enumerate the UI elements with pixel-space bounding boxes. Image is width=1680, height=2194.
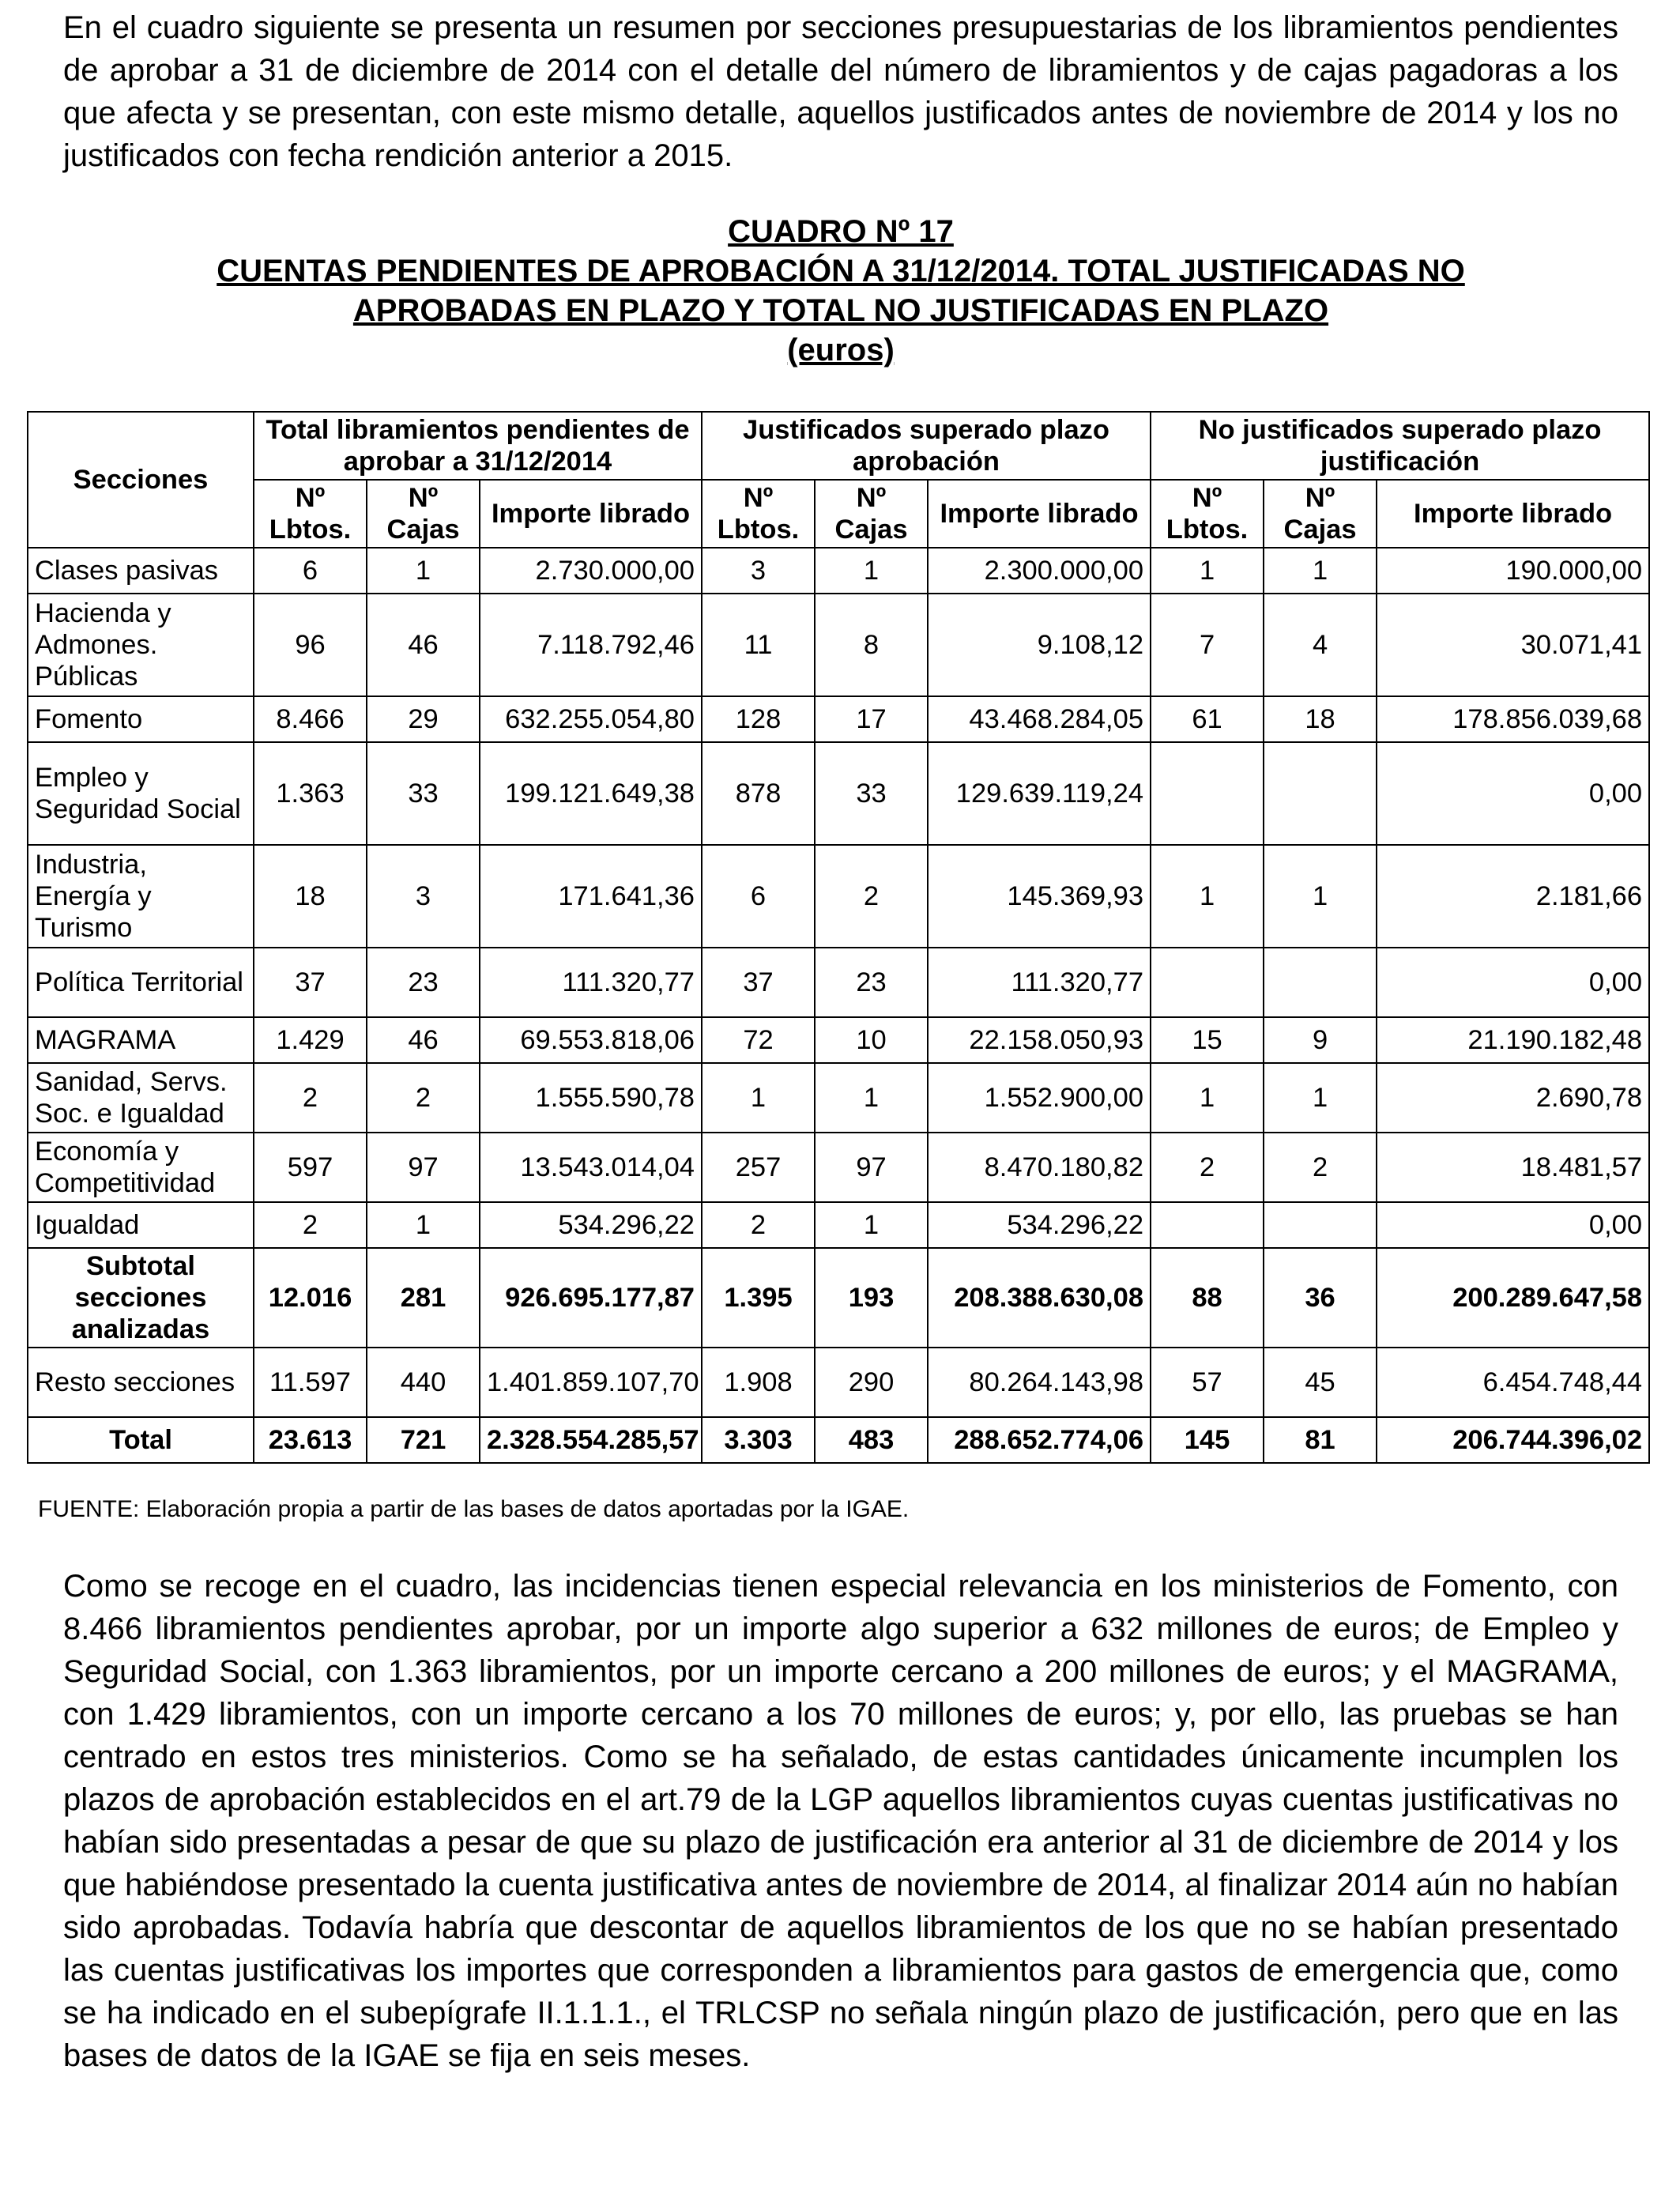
cell-n-cajas: 81 (1264, 1417, 1377, 1463)
cell-importe: 1.552.900,00 (928, 1063, 1151, 1133)
header-n-lbtos: Nº Lbtos. (702, 480, 815, 548)
cell-importe: 111.320,77 (928, 948, 1151, 1017)
cell-n-cajas: 2 (1264, 1133, 1377, 1202)
resto-row (28, 1348, 1649, 1417)
cell-n-cajas: 1 (367, 1202, 480, 1248)
cell-n-cajas: 281 (367, 1248, 480, 1348)
cell-importe: 9.108,12 (928, 594, 1151, 696)
header-group-total: Total libramientos pendientes de aprobar a 31/12/2014 (254, 412, 702, 480)
cell-n-lbtos: 72 (702, 1017, 815, 1063)
cell-n-cajas: 1 (815, 1202, 928, 1248)
cell-importe: 129.639.119,24 (928, 742, 1151, 845)
cell-n-lbtos: 11 (702, 594, 815, 696)
table-row (28, 948, 1649, 1017)
intro-paragraph: En el cuadro siguiente se presenta un resumen por secciones presupuestarias de los libramientos pendientes de aprobar a 31 de diciembre de 2014 con el detalle del número de libramientos y de cajas pagadoras a los que afecta y se presentan, con este mismo detalle, aquellos justificados antes de noviembre de 2014 y los no justificados con fecha rendición anterior a 2015. (63, 10, 1618, 173)
header-n-cajas: Nº Cajas (367, 480, 480, 548)
cell-n-cajas: 36 (1264, 1248, 1377, 1348)
cell-n-lbtos: 3 (702, 548, 815, 594)
cell-n-cajas: 1 (1264, 845, 1377, 948)
cell-importe: 926.695.177,87 (480, 1248, 702, 1348)
cell-n-lbtos (1151, 742, 1264, 845)
header-importe: Importe librado (1377, 480, 1649, 548)
cell-importe: 632.255.054,80 (480, 696, 702, 742)
row-seccion: Política Territorial (28, 948, 254, 1017)
table-row (28, 1202, 1649, 1248)
header-n-lbtos: Nº Lbtos. (254, 480, 367, 548)
row-seccion: Fomento (28, 696, 254, 742)
table-row (28, 1133, 1649, 1202)
cell-importe: 178.856.039,68 (1377, 696, 1649, 742)
cell-importe: 30.071,41 (1377, 594, 1649, 696)
subtotal-label: Subtotal secciones analizadas (28, 1248, 254, 1348)
cell-n-lbtos: 7 (1151, 594, 1264, 696)
cell-n-cajas: 29 (367, 696, 480, 742)
cell-importe: 1.401.859.107,70 (480, 1348, 702, 1417)
cell-importe: 2.181,66 (1377, 845, 1649, 948)
row-seccion: Empleo y Seguridad Social (28, 742, 254, 845)
cell-importe: 1.555.590,78 (480, 1063, 702, 1133)
cell-n-cajas: 46 (367, 1017, 480, 1063)
row-seccion: Industria, Energía y Turismo (28, 845, 254, 948)
cell-n-lbtos: 61 (1151, 696, 1264, 742)
cell-n-lbtos: 3.303 (702, 1417, 815, 1463)
cell-importe: 21.190.182,48 (1377, 1017, 1649, 1063)
cell-n-lbtos: 23.613 (254, 1417, 367, 1463)
cell-n-cajas: 23 (815, 948, 928, 1017)
cell-n-cajas: 1 (1264, 1063, 1377, 1133)
cell-n-lbtos: 1 (702, 1063, 815, 1133)
cell-n-cajas: 193 (815, 1248, 928, 1348)
table-row (28, 1017, 1649, 1063)
cell-importe: 200.289.647,58 (1377, 1248, 1649, 1348)
cell-n-cajas: 290 (815, 1348, 928, 1417)
cell-importe: 208.388.630,08 (928, 1248, 1151, 1348)
cell-n-lbtos: 96 (254, 594, 367, 696)
heading-line-2: CUENTAS PENDIENTES DE APROBACIÓN A 31/12/2014. TOTAL JUSTIFICADAS NO (217, 254, 1465, 288)
cell-importe: 6.454.748,44 (1377, 1348, 1649, 1417)
cell-n-lbtos: 2 (254, 1202, 367, 1248)
row-seccion: Igualdad (28, 1202, 254, 1248)
cell-n-lbtos: 88 (1151, 1248, 1264, 1348)
cell-importe: 2.730.000,00 (480, 548, 702, 594)
cell-n-lbtos: 18 (254, 845, 367, 948)
cell-n-cajas: 97 (367, 1133, 480, 1202)
cell-importe: 8.470.180,82 (928, 1133, 1151, 1202)
cell-n-lbtos: 1 (1151, 548, 1264, 594)
cell-n-cajas: 9 (1264, 1017, 1377, 1063)
cell-n-cajas (1264, 742, 1377, 845)
cell-importe: 7.118.792,46 (480, 594, 702, 696)
cell-importe: 206.744.396,02 (1377, 1417, 1649, 1463)
cell-n-lbtos: 878 (702, 742, 815, 845)
cell-n-lbtos: 145 (1151, 1417, 1264, 1463)
cell-n-cajas: 1 (1264, 548, 1377, 594)
cell-importe: 111.320,77 (480, 948, 702, 1017)
row-seccion: Economía y Competitividad (28, 1133, 254, 1202)
cell-n-lbtos: 597 (254, 1133, 367, 1202)
cell-n-cajas: 33 (815, 742, 928, 845)
cell-n-cajas: 18 (1264, 696, 1377, 742)
cell-n-cajas: 1 (815, 548, 928, 594)
cell-n-lbtos: 128 (702, 696, 815, 742)
cell-n-lbtos: 11.597 (254, 1348, 367, 1417)
cell-importe: 0,00 (1377, 1202, 1649, 1248)
cell-n-cajas (1264, 1202, 1377, 1248)
cell-n-lbtos: 12.016 (254, 1248, 367, 1348)
cell-n-cajas: 8 (815, 594, 928, 696)
cell-n-cajas: 46 (367, 594, 480, 696)
cell-importe: 2.690,78 (1377, 1063, 1649, 1133)
row-seccion: Clases pasivas (28, 548, 254, 594)
table-row (28, 1063, 1649, 1133)
cell-n-cajas: 17 (815, 696, 928, 742)
cell-n-cajas: 10 (815, 1017, 928, 1063)
cell-n-cajas: 45 (1264, 1348, 1377, 1417)
cell-importe: 199.121.649,38 (480, 742, 702, 845)
row-seccion: Resto secciones (28, 1348, 254, 1417)
table-row (28, 548, 1649, 594)
cell-importe: 171.641,36 (480, 845, 702, 948)
cell-importe: 69.553.818,06 (480, 1017, 702, 1063)
cell-n-lbtos: 1.908 (702, 1348, 815, 1417)
cell-importe: 13.543.014,04 (480, 1133, 702, 1202)
cell-n-lbtos: 1 (1151, 845, 1264, 948)
subtotal-row (28, 1248, 1649, 1348)
heading-line-4: (euros) (787, 333, 895, 368)
cell-n-lbtos (1151, 1202, 1264, 1248)
cell-importe: 534.296,22 (480, 1202, 702, 1248)
cell-importe: 18.481,57 (1377, 1133, 1649, 1202)
header-n-lbtos: Nº Lbtos. (1151, 480, 1264, 548)
table-row (28, 845, 1649, 948)
table-heading (63, 212, 1618, 370)
cell-n-cajas: 2 (367, 1063, 480, 1133)
table-row (28, 696, 1649, 742)
cell-importe: 80.264.143,98 (928, 1348, 1151, 1417)
cell-n-lbtos: 1.363 (254, 742, 367, 845)
cell-n-lbtos: 6 (702, 845, 815, 948)
cell-n-cajas: 2 (815, 845, 928, 948)
cell-n-lbtos: 1 (1151, 1063, 1264, 1133)
cell-n-lbtos: 1.395 (702, 1248, 815, 1348)
row-seccion: MAGRAMA (28, 1017, 254, 1063)
cell-n-lbtos: 37 (702, 948, 815, 1017)
cell-importe: 2.328.554.285,57 (480, 1417, 702, 1463)
cell-importe: 145.369,93 (928, 845, 1151, 948)
cell-n-cajas: 440 (367, 1348, 480, 1417)
cell-n-lbtos (1151, 948, 1264, 1017)
cell-n-lbtos: 6 (254, 548, 367, 594)
cell-n-cajas (1264, 948, 1377, 1017)
cell-n-lbtos: 57 (1151, 1348, 1264, 1417)
cell-n-cajas: 33 (367, 742, 480, 845)
header-n-cajas: Nº Cajas (1264, 480, 1377, 548)
header-group-justificados: Justificados superado plazo aprobación (702, 412, 1151, 480)
cell-n-lbtos: 2 (702, 1202, 815, 1248)
cell-n-lbtos: 37 (254, 948, 367, 1017)
row-seccion: Hacienda y Admones. Públicas (28, 594, 254, 696)
cell-n-lbtos: 2 (1151, 1133, 1264, 1202)
heading-line-1: CUADRO Nº 17 (728, 214, 954, 249)
cell-n-cajas: 97 (815, 1133, 928, 1202)
cell-n-cajas: 483 (815, 1417, 928, 1463)
header-n-cajas: Nº Cajas (815, 480, 928, 548)
source-note: FUENTE: Elaboración propia a partir de las bases de datos aportadas por la IGAE. (38, 1496, 910, 1522)
cell-n-lbtos: 15 (1151, 1017, 1264, 1063)
cell-n-lbtos: 8.466 (254, 696, 367, 742)
cell-n-cajas: 1 (367, 548, 480, 594)
cell-importe: 0,00 (1377, 948, 1649, 1017)
cell-n-cajas: 1 (815, 1063, 928, 1133)
cell-importe: 288.652.774,06 (928, 1417, 1151, 1463)
row-seccion: Sanidad, Servs. Soc. e Igualdad (28, 1063, 254, 1133)
total-row (28, 1417, 1649, 1463)
cell-n-cajas: 721 (367, 1417, 480, 1463)
cell-importe: 2.300.000,00 (928, 548, 1151, 594)
cell-n-lbtos: 2 (254, 1063, 367, 1133)
table-row (28, 594, 1649, 696)
cuentas-pendientes-table (27, 411, 1650, 1464)
cell-importe: 43.468.284,05 (928, 696, 1151, 742)
body-paragraph: Como se recoge en el cuadro, las incidencias tienen especial relevancia en los ministerios de Fomento, con 8.466 libramientos pendientes aprobar, por un importe algo superior a 632 millones de euros; de Empleo y Seguridad Social, con 1.363 libramientos, por un importe cercano a 200 millones de euros; y el MAGRAMA, con 1.429 libramientos, con un importe cercano a los 70 millones de euros; y, por ello, las pruebas se han centrado en estos tres ministerios. Como se ha señalado, de estas cantidades únicamente incumplen los plazos de aprobación establecidos en el art.79 de la LGP aquellos libramientos cuyas cuentas justificativas no habían sido presentadas a pesar de que su plazo de justificación era anterior al 31 de diciembre de 2014 y los que habiéndose presentado la cuenta justificativa antes de noviembre de 2014, al finalizar 2014 aún no habían sido aprobadas. Todavía habría que descontar de aquellos libramientos de los que no se habían presentado las cuentas justificativas los importes que corresponden a libramientos para gastos de emergencia que, como se ha indicado en el subepígrafe II.1.1.1., el TRLCSP no señala ningún plazo de justificación, pero que en las bases de datos de la IGAE se fija en seis meses. (63, 1569, 1618, 2073)
cell-importe: 190.000,00 (1377, 548, 1649, 594)
cell-n-cajas: 3 (367, 845, 480, 948)
cell-importe: 534.296,22 (928, 1202, 1151, 1248)
header-importe: Importe librado (928, 480, 1151, 548)
cell-n-lbtos: 1.429 (254, 1017, 367, 1063)
cell-n-cajas: 23 (367, 948, 480, 1017)
cell-n-lbtos: 257 (702, 1133, 815, 1202)
heading-line-3: APROBADAS EN PLAZO Y TOTAL NO JUSTIFICADAS EN PLAZO (352, 293, 1329, 328)
table-row (28, 742, 1649, 845)
header-importe: Importe librado (480, 480, 702, 548)
header-secciones: Secciones (28, 412, 254, 548)
cell-importe: 22.158.050,93 (928, 1017, 1151, 1063)
header-group-no-justificados: No justificados superado plazo justificación (1151, 412, 1649, 480)
cell-importe: 0,00 (1377, 742, 1649, 845)
total-label: Total (28, 1417, 254, 1463)
cell-n-cajas: 4 (1264, 594, 1377, 696)
